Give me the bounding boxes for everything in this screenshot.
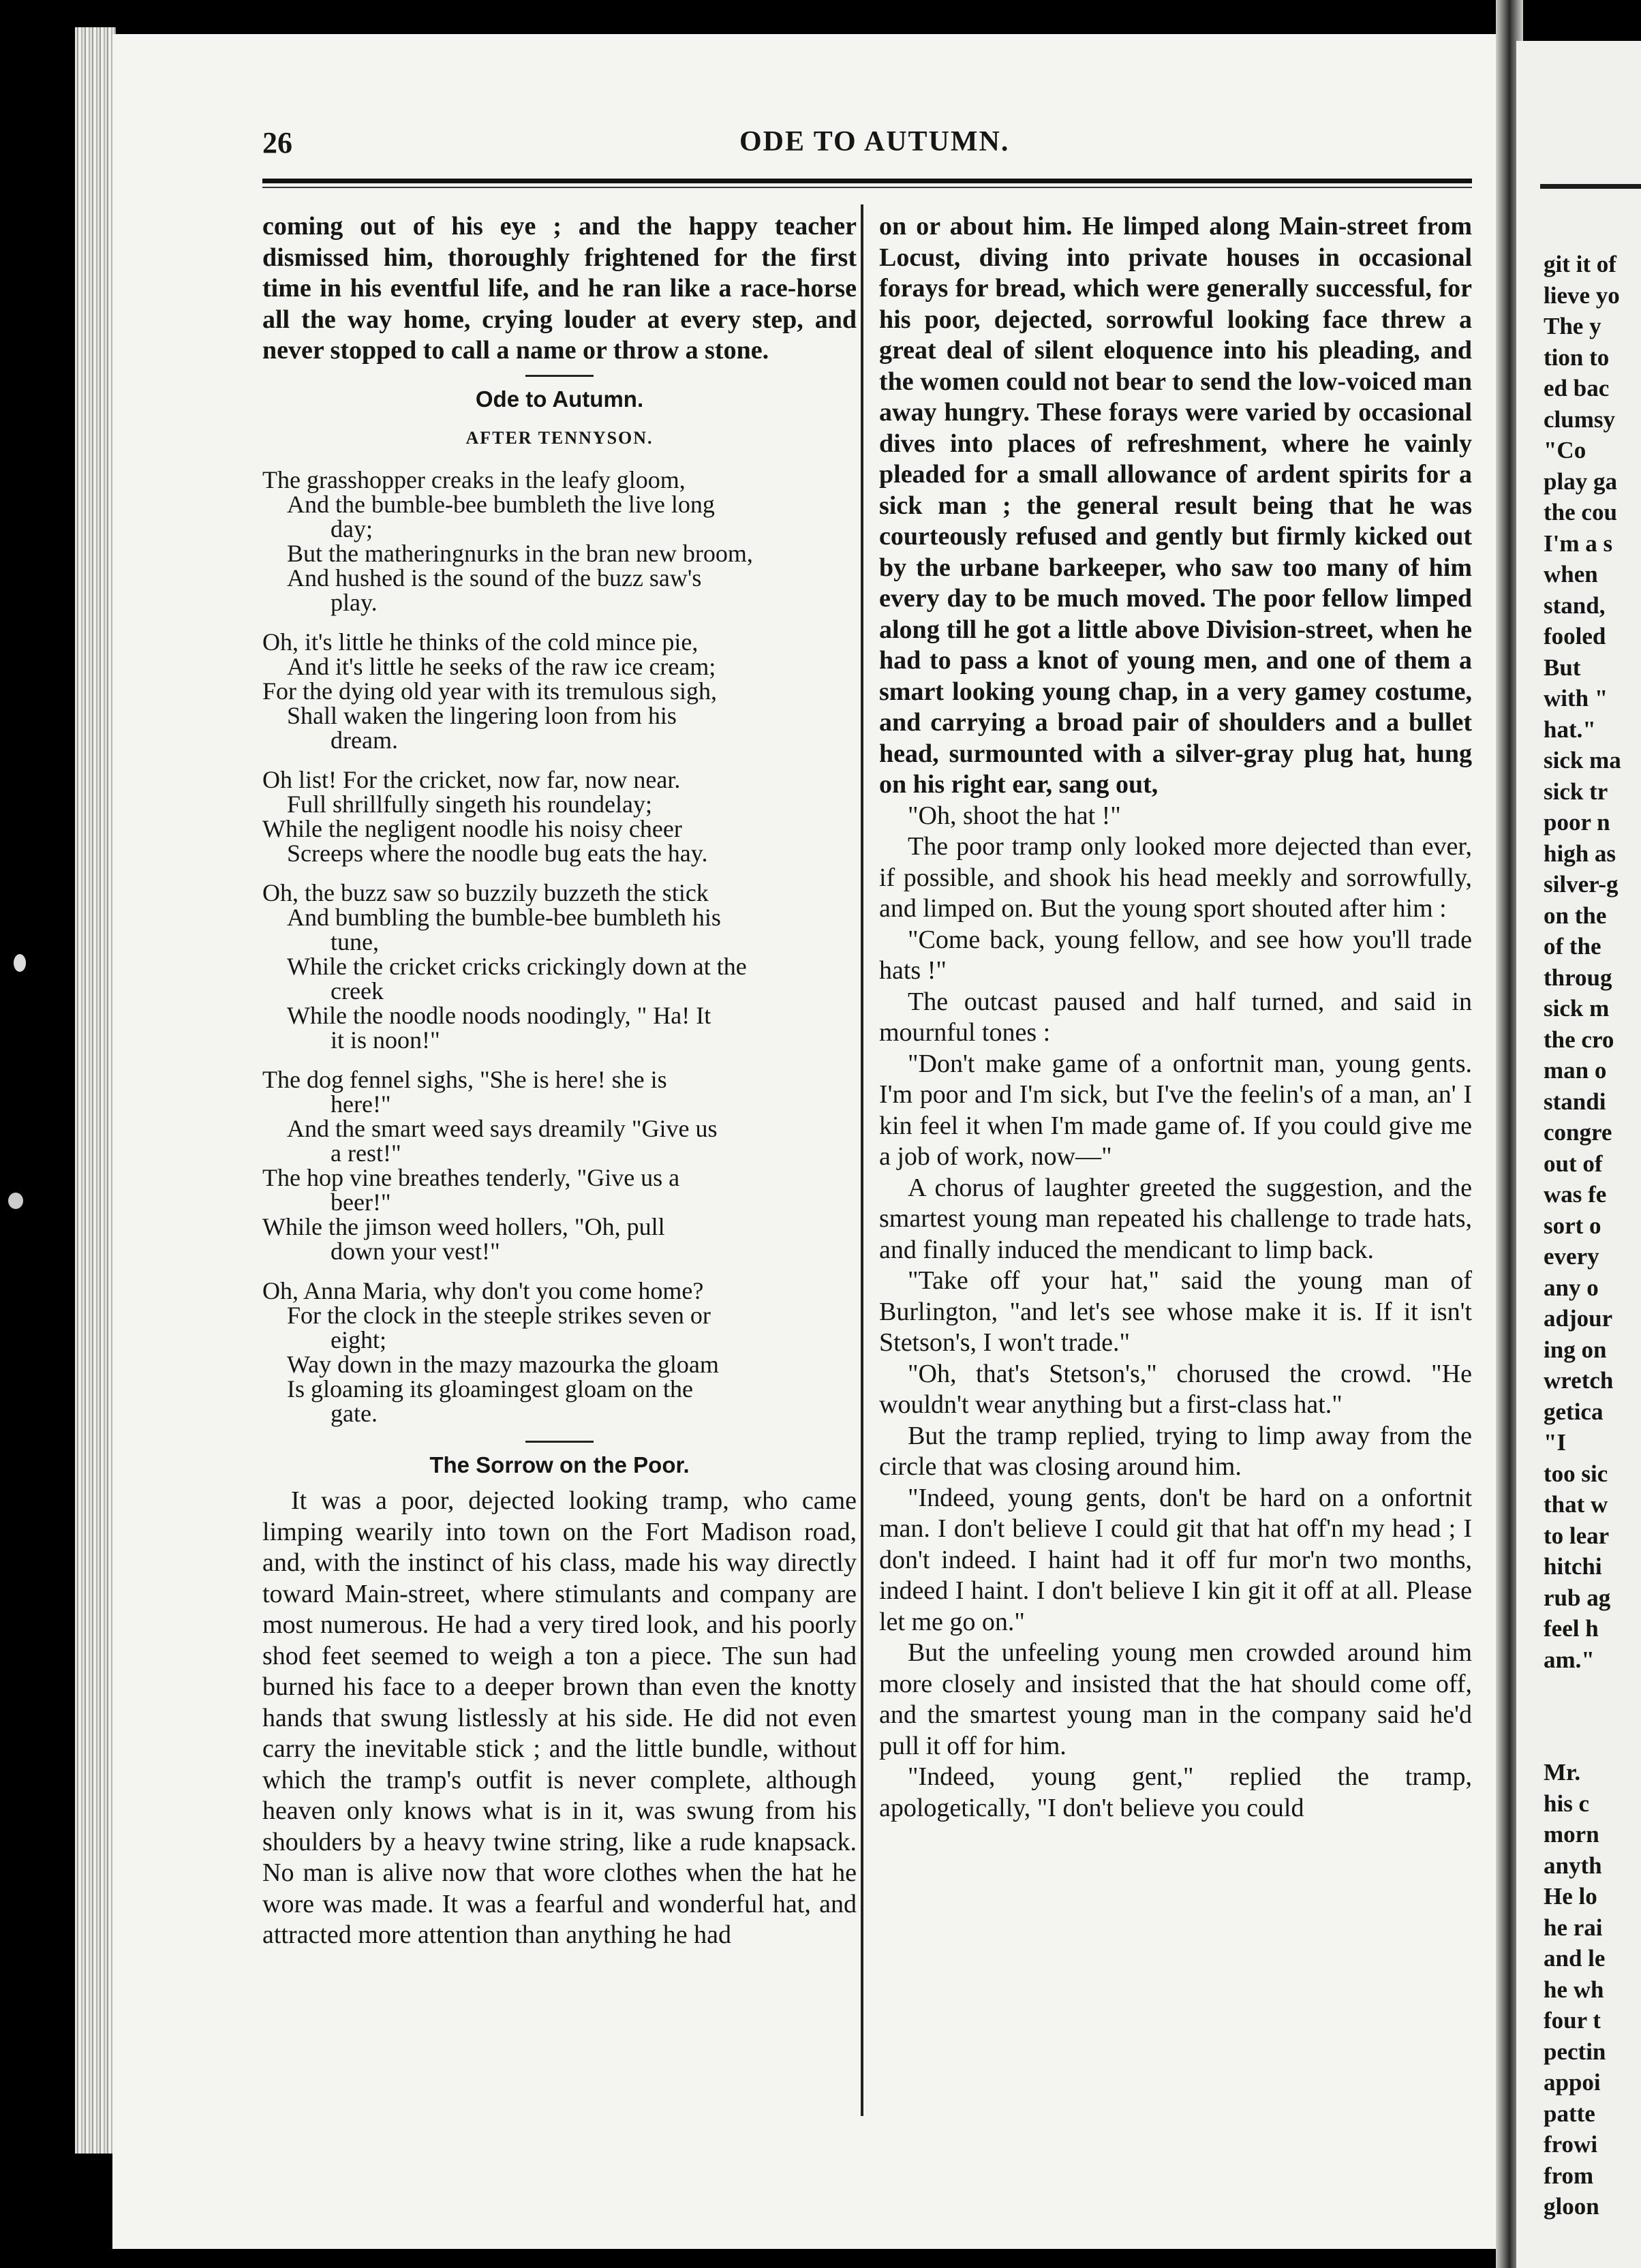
facing-page-line: hitchi: [1544, 1553, 1602, 1580]
poem-line: While the negligent noodle his noisy cheer: [262, 814, 682, 842]
facing-page-line: on the: [1544, 902, 1607, 929]
header-rule: [262, 179, 1472, 183]
poem-line: While the cricket cricks crickingly down at the: [287, 952, 747, 980]
facing-page-line: and le: [1544, 1945, 1606, 1972]
poem-body: [262, 465, 857, 1427]
poem-line: dream.: [331, 726, 398, 754]
facing-page-line: ed bac: [1544, 375, 1610, 401]
column-separator: [861, 204, 863, 2116]
poem-line: creek: [331, 977, 384, 1005]
speck: [14, 954, 26, 972]
facing-page-line: he rai: [1544, 1914, 1603, 1941]
poem-stanza: [262, 880, 857, 1052]
poem-line: a rest!": [331, 1139, 401, 1167]
facing-page-line: the cou: [1544, 499, 1617, 525]
facing-page-line: hat.": [1544, 716, 1596, 743]
poem-stanza: [262, 465, 857, 616]
facing-page-line: But: [1544, 654, 1581, 681]
story-paragraph: on or about him. He limped along Main-street from Locust, diving into private houses in occasional forays for bread, which were generally successful, for his poor, dejected, sorrowful looking face threw a great deal of silent eloquence into his pleading, and the women could not bear to send the low-voiced man away hungry. These forays were varied by occasional dives into places of refreshment, where he vainly pleaded for a small allowance of ardent spirits for a sick man ; the general result being that he was courteously refused and gently but firmly kicked out by the urbane barkeeper, who saw too many of him every day to be much moved. The poor fellow limped along till he got a little above Division-street, when he had to pass a knot of young men, and one of them a smart looking young chap, in a very gamey costume, and carrying a broad pair of shoulders and a bullet head, surmounted with a silver-gray plug hat, hung on his right ear, sang out,: [879, 212, 1472, 799]
poem-line: The hop vine breathes tenderly, "Give us a: [262, 1163, 680, 1191]
facing-page-line: the cro: [1544, 1026, 1614, 1053]
facing-page-line: wretch: [1544, 1367, 1614, 1394]
facing-page-line: [1544, 1675, 1641, 1757]
facing-page-line: four t: [1544, 2007, 1601, 2034]
page-number: 26: [262, 126, 292, 159]
facing-page-line: git it of: [1544, 251, 1616, 277]
story-paragraph: But the tramp replied, trying to limp away from the circle that was closing around him.: [879, 1421, 1472, 1481]
story-paragraph: The poor tramp only looked more dejected than ever, if possible, and shook his head meekly and sorrowfully, and limped on. But the young sport shouted after him :: [879, 832, 1472, 923]
facing-page-line: fooled: [1544, 623, 1606, 649]
poem-line: For the clock in the steeple strikes seven or: [287, 1301, 711, 1329]
intro-paragraph: coming out of his eye ; and the happy teacher dismissed him, thoroughly frightened for the first time in his eventful life, and he ran like a race-horse all the way home, crying louder at every step, and never stopped to call a name or throw a stone.: [262, 212, 857, 365]
facing-page-line: sick tr: [1544, 778, 1608, 805]
poem-line: For the dying old year with its tremulous sigh,: [262, 677, 717, 705]
facing-page-line: patte: [1544, 2100, 1595, 2127]
poem-line: here!": [331, 1090, 391, 1118]
poem-line: And the smart weed says dreamily "Give us: [287, 1114, 718, 1142]
facing-page-line: throug: [1544, 964, 1612, 991]
facing-page-line: stand,: [1544, 592, 1606, 619]
poem-line: While the jimson weed hollers, "Oh, pull: [262, 1212, 665, 1240]
facing-page-line: from: [1544, 2162, 1594, 2189]
facing-page-rule: [1540, 184, 1641, 189]
facing-page-line: feel h: [1544, 1615, 1599, 1642]
facing-page-line: to lear: [1544, 1522, 1610, 1549]
poem-line: The grasshopper creaks in the leafy gloom,: [262, 465, 686, 493]
facing-page-line: his c: [1544, 1790, 1590, 1817]
facing-page-line: "Co: [1544, 437, 1586, 463]
facing-page-line: congre: [1544, 1119, 1612, 1146]
facing-page-line: I'm a s: [1544, 530, 1613, 557]
facing-page-line: silver-g: [1544, 871, 1619, 898]
poem-subtitle: AFTER TENNYSON.: [465, 428, 654, 448]
poem-line: it is noon!": [331, 1026, 440, 1054]
poem-stanza: [262, 767, 857, 865]
facing-page-line: sort o: [1544, 1212, 1601, 1239]
poem-line: Screeps where the noodle bug eats the hay.: [287, 839, 708, 867]
poem-line: And hushed is the sound of the buzz saw's: [287, 564, 702, 592]
facing-page-line: with ": [1544, 685, 1608, 711]
poem-line: Oh list! For the cricket, now far, now near.: [262, 765, 681, 793]
facing-page-line: clumsy: [1544, 405, 1615, 433]
facing-page-line: sick ma: [1544, 747, 1621, 773]
facing-page-line: rub ag: [1544, 1584, 1611, 1611]
poem-stanza: [262, 1278, 857, 1426]
story-paragraph: It was a poor, dejected looking tramp, who came limping wearily into town on the Fort Madison road, and, with the instinct of his class, made his way directly toward Main-street, where stimulants and company are most numerous. He had a very tired look, and his poorly shod feet seemed to weigh a ton a piece. The sun had burned his face to a deeper brown than even the knotty hands that swung listlessly at his side. He did not even carry the inevitable stick ; and the little bundle, without which the tramp's outfit is never complete, although heaven only knows what is in it, was swung from his shoulders by a heavy twine string, like a rude knapsack. No man is alive now that wore clothes when the hat he wore was made. It was a fearful and wonderful hat, and attracted more attention than anything he had: [262, 1486, 857, 1949]
poem-line: But the matheringnurks in the bran new broom,: [287, 539, 753, 567]
poem-stanza: [262, 1067, 857, 1263]
poem-line: Shall waken the lingering loon from his: [287, 701, 677, 729]
story-paragraph: "Come back, young fellow, and see how you'll trade hats !": [879, 925, 1472, 985]
speck: [8, 1193, 23, 1209]
poem-line: down your vest!": [331, 1237, 500, 1265]
facing-page-line: ing on: [1544, 1336, 1607, 1363]
facing-page-line: he wh: [1544, 1976, 1604, 2003]
page-header: [262, 125, 1475, 166]
facing-page-line: man o: [1544, 1057, 1607, 1084]
facing-page-line: play ga: [1544, 468, 1617, 495]
facing-page-line: "I: [1544, 1429, 1567, 1456]
poem-line: Is gloaming its gloamingest gloam on the: [287, 1375, 693, 1403]
facing-page-line: standi: [1544, 1088, 1606, 1115]
facing-page: [1516, 41, 1641, 2268]
poem-line: Full shrillfully singeth his roundelay;: [287, 790, 652, 818]
poem-line: play.: [331, 588, 378, 616]
facing-page-line: was fe: [1544, 1181, 1607, 1208]
story-paragraph: But the unfeeling young men crowded around him more closely and insisted that the hat should come off, and the smartest young man in the company said he'd pull it off for him.: [879, 1638, 1472, 1760]
facing-page-line: poor n: [1544, 809, 1610, 836]
poem-line: Oh, the buzz saw so buzzily buzzeth the stick: [262, 878, 709, 906]
story-paragraph: The outcast paused and half turned, and said in mournful tones :: [879, 987, 1472, 1047]
section-rule: [525, 375, 594, 377]
facing-page-line: Mr.: [1544, 1759, 1581, 1786]
poem-line: eight;: [331, 1325, 386, 1353]
running-title: ODE TO AUTUMN.: [739, 126, 1010, 157]
story-paragraph: A chorus of laughter greeted the suggestion, and the smartest young man repeated his challenge to trade hats, and finally induced the mendicant to limp back.: [879, 1173, 1472, 1264]
story-title: The Sorrow on the Poor.: [429, 1452, 690, 1477]
poem-line: Oh, Anna Maria, why don't you come home?: [262, 1276, 704, 1304]
facing-page-line: morn: [1544, 1821, 1599, 1848]
facing-page-line: tion to: [1544, 343, 1610, 371]
poem-line: Oh, it's little he thinks of the cold mince pie,: [262, 628, 699, 656]
facing-page-line: am.": [1544, 1646, 1595, 1673]
facing-page-text: [1544, 249, 1641, 2222]
facing-page-line: gloon: [1544, 2193, 1599, 2220]
story-paragraph: "Indeed, young gent," replied the tramp, apologetically, "I don't believe you could: [879, 1762, 1472, 1822]
facing-page-line: anyth: [1544, 1852, 1602, 1879]
poem-line: day;: [331, 515, 373, 542]
story-paragraph: "Take off your hat," said the young man of Burlington, "and let's see whose make it is. If it isn't Stetson's, I won't trade.": [879, 1266, 1472, 1357]
story-paragraph: "Oh, shoot the hat !": [908, 801, 1121, 830]
right-column: [879, 211, 1472, 1824]
facing-page-line: lieve yo: [1544, 281, 1620, 309]
poem-title: Ode to Autumn.: [475, 386, 644, 412]
poem-line: tune,: [331, 928, 379, 955]
left-column: [262, 211, 857, 1951]
facing-page-line: too sic: [1544, 1460, 1608, 1487]
facing-page-line: every: [1544, 1243, 1599, 1270]
poem-stanza: [262, 630, 857, 752]
facing-page-line: The y: [1544, 313, 1601, 339]
poem-line: And the bumble-bee bumbleth the live long: [287, 490, 715, 518]
facing-page-line: of the: [1544, 933, 1601, 960]
facing-page-line: any o: [1544, 1274, 1599, 1301]
story-paragraph: "Oh, that's Stetson's," chorused the crowd. "He wouldn't wear anything but a first-class hat.": [879, 1359, 1472, 1419]
page-edges: [75, 27, 116, 2154]
facing-page-line: appoi: [1544, 2069, 1601, 2096]
facing-page-line: frowi: [1544, 2131, 1598, 2158]
facing-page-line: pectin: [1544, 2038, 1606, 2065]
poem-line: And bumbling the bumble-bee bumbleth his: [287, 903, 721, 931]
poem-line: While the noodle noods noodingly, " Ha! It: [287, 1001, 711, 1029]
story-paragraph: "Indeed, young gents, don't be hard on a onfortnit man. I don't believe I could git that hat off'n my head ; I don't indeed. I haint had it off fur mor'n two months, indeed I haint. I don't believe I kin git it off at all. Please let me go on.": [879, 1483, 1472, 1636]
poem-line: beer!": [331, 1188, 391, 1216]
header-rule-thin: [262, 187, 1472, 188]
section-rule: [525, 1441, 594, 1443]
story-paragraph: "Don't make game of a onfortnit man, young gents. I'm poor and I'm sick, but I've the feelin's of a man, an' I kin feel it when I'm made game of. If you could give me a job of work, now—": [879, 1049, 1472, 1171]
facing-page-line: that w: [1544, 1491, 1608, 1518]
poem-line: gate.: [331, 1399, 378, 1427]
facing-page-line: out of: [1544, 1150, 1603, 1177]
facing-page-line: high as: [1544, 840, 1616, 867]
facing-page-line: getica: [1544, 1398, 1604, 1425]
facing-page-line: adjour: [1544, 1305, 1613, 1332]
facing-page-line: when: [1544, 561, 1598, 587]
poem-line: Way down in the mazy mazourka the gloam: [287, 1350, 719, 1378]
facing-page-line: sick m: [1544, 995, 1610, 1022]
poem-line: The dog fennel sighs, "She is here! she is: [262, 1065, 667, 1093]
facing-page-line: He lo: [1544, 1883, 1597, 1910]
poem-line: And it's little he seeks of the raw ice cream;: [287, 652, 716, 680]
